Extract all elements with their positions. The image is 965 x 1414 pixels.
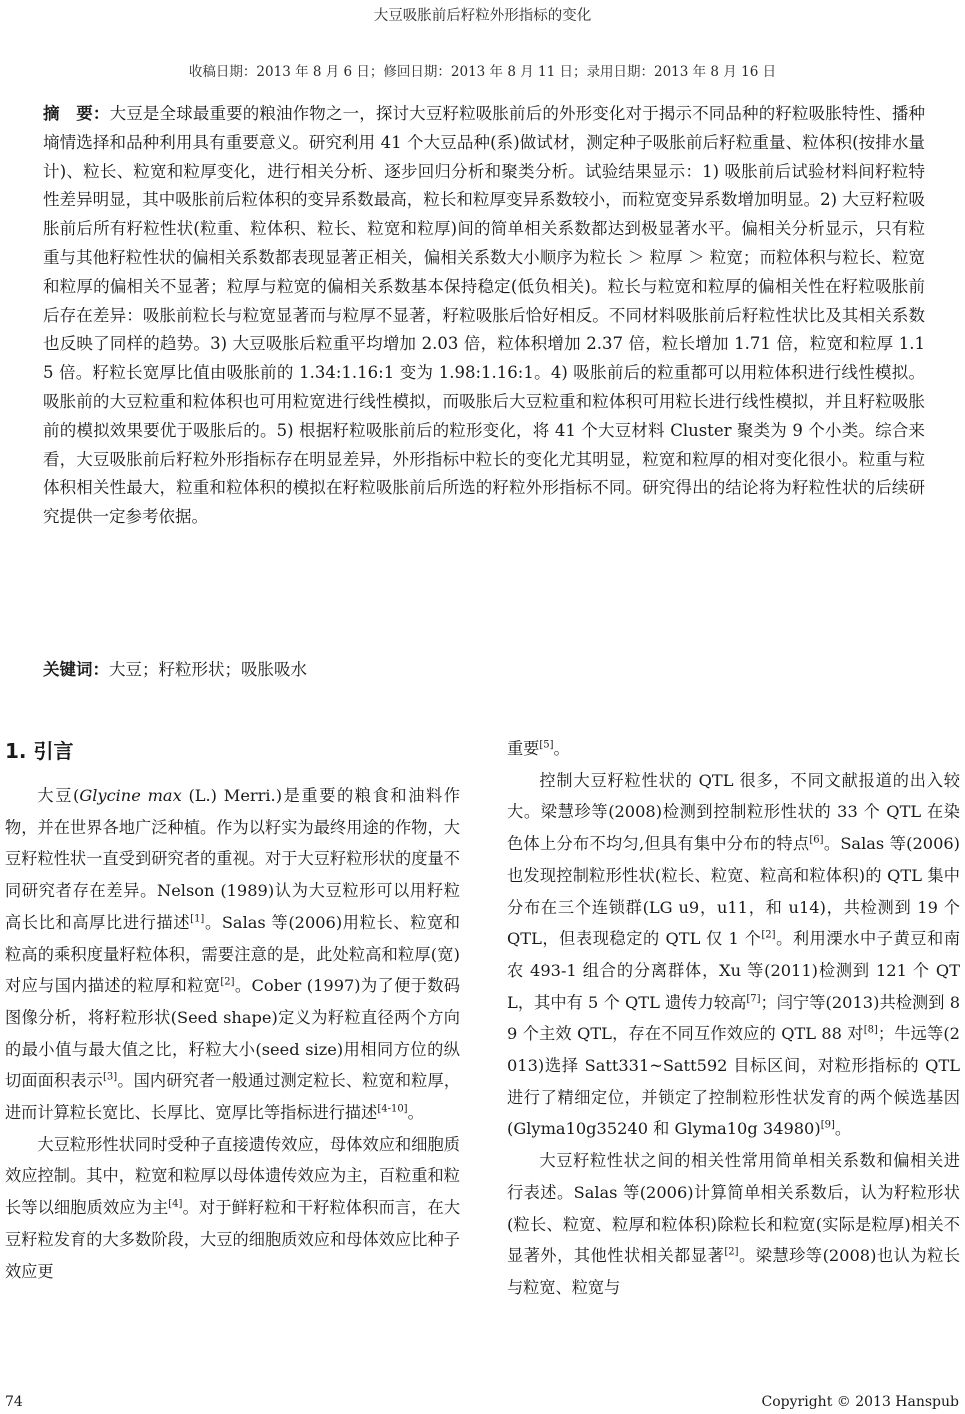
text-run: 。 — [553, 739, 570, 758]
paragraph — [5, 1129, 460, 1288]
citation[interactable]: [3] — [102, 1071, 118, 1083]
citation[interactable]: [5] — [539, 739, 554, 751]
right-column — [507, 733, 960, 1304]
text-run: 大豆( — [37, 786, 80, 805]
citation[interactable]: [9] — [820, 1120, 835, 1132]
page-number: 74 — [5, 1394, 23, 1410]
text-run: ；闫宁等(2013)共检测到 89 个主效 QTL，存在不同互作效应的 QTL 88 对 — [507, 992, 960, 1044]
keywords — [43, 656, 925, 684]
text-run: 。Salas 等(2006)用粒长、粒宽和粒高的乘积度量籽粒体积，需要注意的是，此处粒高和粒厚(宽)对应与国内描述的粒厚和粒宽 — [5, 912, 460, 996]
abstract-text: 大豆是全球最重要的粮油作物之一，探讨大豆籽粒吸胀前后的外形变化对于揭示不同品种的籽粒吸胀特性、播种墒情选择和品种利用具有重要意义。研究利用 41 个大豆品种(系)做试材，测定种子吸胀前后籽粒重量、粒体积(按排水量计)、粒长、粒宽和粒厚变化，进行相关分析、逐步回归分析和聚类分析。试验结果显示：1) 吸胀前后试验材料间籽粒特性差异明显，其中吸胀前后粒体积的变异系数最高，粒长和粒厚变异系数较小，而粒宽变异系数增加明显。2) 大豆籽粒吸胀前后所有籽粒性状(粒重、粒体积、粒长、粒宽和粒厚)间的简单相关系数都达到极显著水平。偏相关分析显示，只有粒重与其他籽粒性状的偏相关系数都表现显著正相关，偏相关系数大小顺序为粒长 ＞ 粒厚 ＞ 粒宽；而粒体积与粒长、粒宽和粒厚的偏相关不显著；粒厚与粒宽的偏相关系数基本保持稳定(低负相关)。粒长与粒宽和粒厚的偏相关性在籽粒吸胀前后存在差异：吸胀前粒长与粒宽显著而与粒厚不显著，籽粒吸胀后恰好相反。不同材料吸胀前后籽粒性状比及其相关系数也反映了同样的趋势。3) 大豆吸胀后粒重平均增加 2.03 倍，粒体积增加 2.37 倍，粒长增加 1.71 倍，粒宽和粒厚 1.15 倍。籽粒长宽厚比值由吸胀前的 1.34:1.16:1 变为 1.98:1.16:1。4) 吸胀前后的粒重都可以用粒体积进行线性模拟。吸胀前的大豆粒重和粒体积也可用粒宽进行线性模拟，而吸胀后大豆粒重和粒体积可用粒长进行线性模拟，并且籽粒吸胀前的模拟效果要优于吸胀后的。5) 根据籽粒吸胀前后的粒形变化，将 41 个大豆材料 Cluster 聚类为 9 个小类。综合来看，大豆吸胀前后籽粒外形指标存在明显差异，外形指标中粒长的变化尤其明显，粒宽和粒厚的相对变化很小。粒重与粒体积相关性最大，粒重和粒体积的模拟在籽粒吸胀前后所选的籽粒外形指标不同。研究得出的结论将为籽粒性状的后续研究提供一定参考依据。 — [43, 104, 926, 527]
citation[interactable]: [4] — [168, 1198, 183, 1210]
paragraph — [507, 1145, 960, 1304]
citation[interactable]: [2] — [220, 976, 235, 988]
text-run: 大豆籽粒性状之间的相关性常用简单相关系数和偏相关进行表述。Salas 等(2006)计算简单相关系数后，认为籽粒形状(粒长、粒宽、粒厚和粒体积)除粒长和粒宽(实际是粒厚)相关不显著外，其他性状相关都显著 — [507, 1151, 960, 1266]
paragraph — [507, 765, 960, 1145]
text-run: 。利用溧水中子黄豆和南农 493-1 组合的分离群体，Xu 等(2011)检测到 121 个 QTL，其中有 5 个 QTL 遗传力较高 — [507, 929, 961, 1012]
text-run: 。对于鲜籽粒和干籽粒体积而言，在大豆籽粒发育的大多数阶段，大豆的细胞质效应和母体效应比种子效应更 — [5, 1198, 461, 1281]
keywords-label: 关键词： — [43, 660, 109, 679]
citation[interactable]: [6] — [809, 834, 824, 846]
species-name: Glycine max — [79, 786, 182, 805]
abstract — [43, 100, 925, 532]
abstract-label: 摘 要： — [43, 104, 110, 123]
text-run: 。Cober (1997)为了便于数码图像分析，将籽粒形状(Seed shape)定义为籽粒直径两个方向的最小值与最大值之比，籽粒大小(seed size)用相同方位的纵切面面积表示 — [5, 976, 460, 1091]
citation[interactable]: [7] — [746, 993, 761, 1005]
text-run: 。 — [834, 1119, 852, 1139]
citation[interactable]: [1] — [190, 913, 205, 925]
text-run: 控制大豆籽粒性状的 QTL 很多，不同文献报道的出入较大。梁慧珍等(2008)检测到控制粒形性状的 33 个 QTL 在染色体上分布不均匀,但具有集中分布的特点 — [507, 770, 960, 854]
submission-dates: 收稿日期：2013 年 8 月 6 日；修回日期：2013 年 8 月 11 日；录用日期：2013 年 8 月 16 日 — [188, 64, 777, 80]
text-run: 重要 — [507, 739, 540, 758]
keywords-text: 大豆；籽粒形状；吸胀吸水 — [109, 660, 307, 679]
text-run: 。 — [407, 1103, 424, 1123]
citation[interactable]: [2] — [724, 1246, 739, 1258]
text-run: 。国内研究者一般通过测定粒长、粒宽和粒厚，进而计算粒长宽比、长厚比、宽厚比等指标进行描述 — [5, 1071, 461, 1123]
running-head: 大豆吸胀前后籽粒外形指标的变化 — [373, 8, 592, 24]
section-heading-introduction: 1. 引言 — [5, 739, 74, 763]
text-run: 大豆粒形性状同时受种子直接遗传效应，母体效应和细胞质效应控制。其中，粒宽和粒厚以母体遗传效应为主，百粒重和粒长等以细胞质效应为主 — [5, 1134, 460, 1218]
citation[interactable]: [2] — [761, 929, 776, 941]
text-run: 。梁慧珍等(2008)也认为粒长与粒宽、粒宽与 — [507, 1246, 961, 1297]
text-run: ；牛远等(2013)选择 Satt331~Satt592 目标区间，对粒形指标的 QTL 进行了精细定位，并锁定了控制粒形性状发育的两个候选基因(Glyma10g35240 和 Glyma10g 34980) — [507, 1024, 960, 1139]
text-run: 。Salas 等(2006)也发现控制粒形性状(粒长、粒宽、粒高和粒体积)的 QTL 集中分布在三个连锁群(LG u9，u11，和 u14)，共检测到 19 个 QTL，但表现稳定的 QTL 仅 1 个 — [507, 834, 960, 949]
left-column — [5, 780, 460, 1287]
citation[interactable]: [8] — [863, 1024, 878, 1036]
paragraph — [5, 780, 460, 1129]
paragraph — [507, 733, 960, 765]
copyright-notice: Copyright © 2013 Hanspub — [761, 1394, 959, 1410]
text-run: (L.) Merri.)是重要的粮食和油料作物，并在世界各地广泛种植。作为以籽实为最终用途的作物，大豆籽粒性状一直受到研究者的重视。对于大豆籽粒形状的度量不同研究者存在差异。Nelson (1989)认为大豆粒形可以用籽粒高长比和高厚比进行描述 — [5, 786, 460, 932]
citation[interactable]: [4-10] — [377, 1103, 408, 1115]
